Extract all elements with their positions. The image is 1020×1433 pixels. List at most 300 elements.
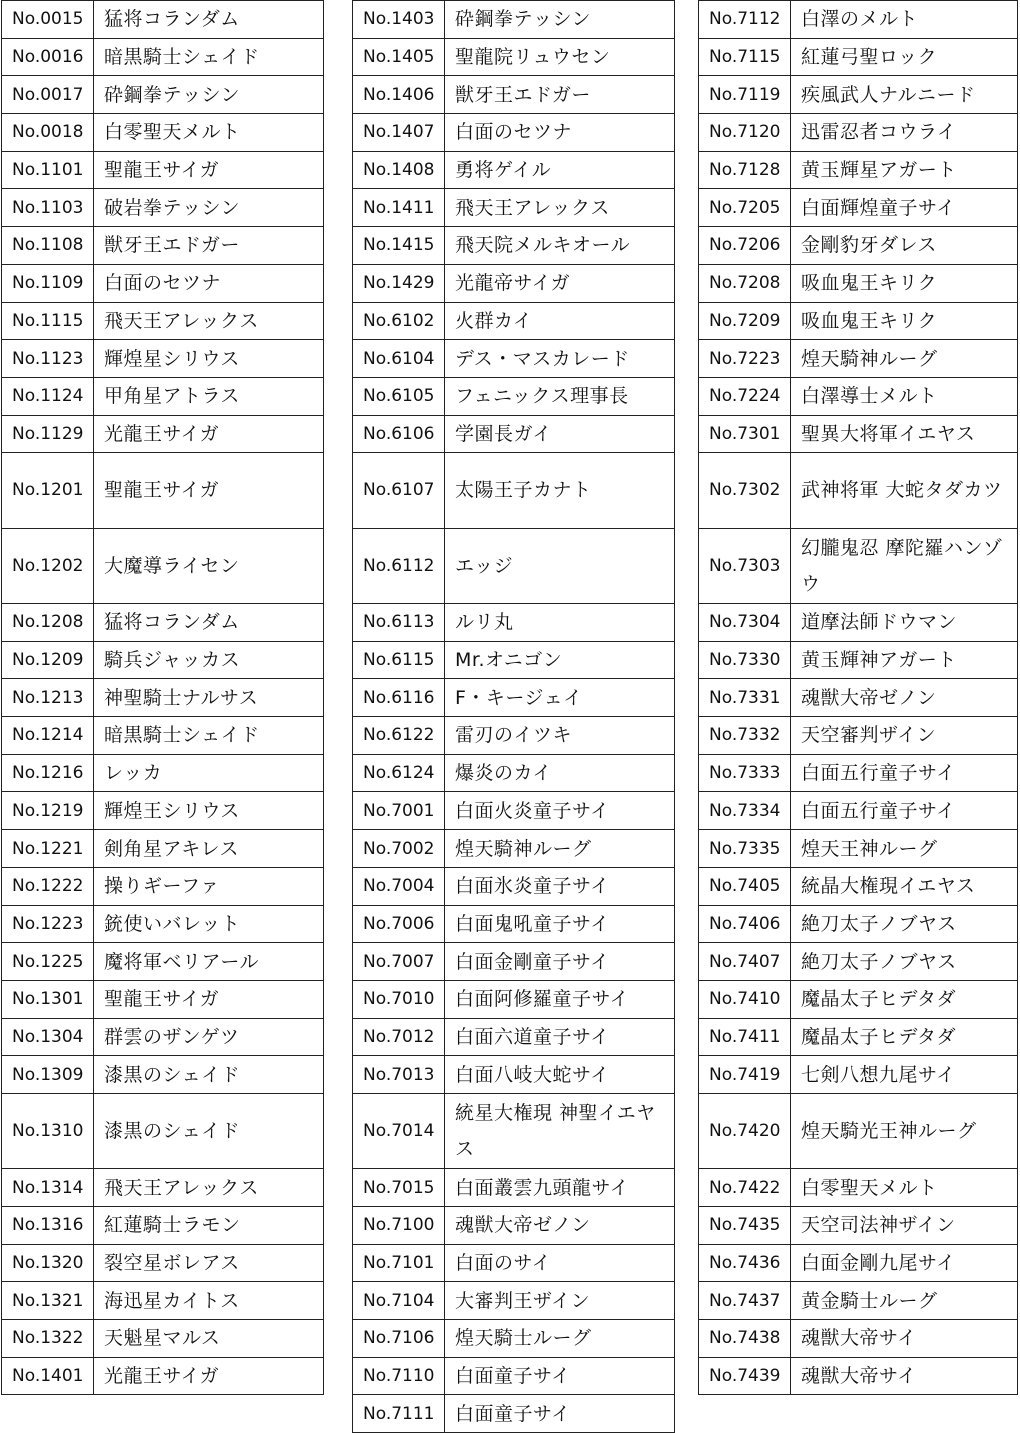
card-number: No.0017 [2, 76, 94, 114]
card-row [2, 905, 324, 943]
card-number: No.7420 [699, 1093, 791, 1168]
card-number: No.1108 [2, 227, 94, 265]
card-name: 道摩法師ドウマン [791, 604, 1018, 642]
card-number: No.7438 [699, 1320, 791, 1358]
card-number: No.7110 [353, 1357, 445, 1395]
card-name: 大魔導ライセン [94, 528, 324, 603]
card-name: 白面金剛童子サイ [445, 943, 675, 981]
card-name: 煌天騎神ルーグ [791, 340, 1018, 378]
card-list-column-1 [1, 0, 324, 1395]
card-row [2, 1357, 324, 1395]
card-name: 白零聖天メルト [94, 114, 324, 152]
card-row [699, 830, 1018, 868]
card-row [353, 1093, 675, 1168]
card-row [699, 905, 1018, 943]
card-name: 爆炎のカイ [445, 754, 675, 792]
card-row [699, 717, 1018, 755]
card-number: No.1225 [2, 943, 94, 981]
card-name: 白面叢雲九頭龍サイ [445, 1169, 675, 1207]
card-number: No.1223 [2, 905, 94, 943]
card-row [353, 76, 675, 114]
card-row [353, 717, 675, 755]
card-number: No.6105 [353, 377, 445, 415]
card-name: 紅蓮騎士ラモン [94, 1207, 324, 1245]
card-row [2, 415, 324, 453]
card-number: No.7013 [353, 1056, 445, 1094]
card-row [2, 604, 324, 642]
card-row [699, 1320, 1018, 1358]
card-name: 獣牙王エドガー [94, 227, 324, 265]
card-number: No.7411 [699, 1018, 791, 1056]
card-number: No.7419 [699, 1056, 791, 1094]
card-row [2, 227, 324, 265]
card-name: 漆黒のシェイド [94, 1093, 324, 1168]
card-name: 紅蓮弓聖ロック [791, 38, 1018, 76]
card-row [699, 1169, 1018, 1207]
card-name: 白面童子サイ [445, 1357, 675, 1395]
card-row [2, 1282, 324, 1320]
card-number: No.6102 [353, 302, 445, 340]
card-name: 白澤のメルト [791, 1, 1018, 39]
card-number: No.7439 [699, 1357, 791, 1395]
card-name: 天空司法神ザイン [791, 1207, 1018, 1245]
card-number: No.7015 [353, 1169, 445, 1207]
card-name: 砕鋼拳テッシン [94, 76, 324, 114]
card-number: No.0018 [2, 114, 94, 152]
card-number: No.7436 [699, 1244, 791, 1282]
card-row [699, 377, 1018, 415]
card-row [353, 905, 675, 943]
card-row [353, 679, 675, 717]
card-name: 甲角星アトラス [94, 377, 324, 415]
card-name: 飛天王アレックス [94, 1169, 324, 1207]
card-row [2, 1, 324, 39]
card-row [353, 38, 675, 76]
card-row [699, 1018, 1018, 1056]
card-name: 聖龍王サイガ [94, 980, 324, 1018]
card-row [353, 415, 675, 453]
card-row [699, 189, 1018, 227]
card-number: No.1222 [2, 867, 94, 905]
card-name: 白面童子サイ [445, 1395, 675, 1433]
card-number: No.7332 [699, 717, 791, 755]
card-row [699, 453, 1018, 528]
card-row [353, 867, 675, 905]
card-name: 迅雷忍者コウライ [791, 114, 1018, 152]
card-number: No.7406 [699, 905, 791, 943]
card-number: No.1214 [2, 717, 94, 755]
card-number: No.7209 [699, 302, 791, 340]
card-name: 大審判王ザイン [445, 1282, 675, 1320]
card-row [2, 1207, 324, 1245]
card-number: No.7405 [699, 867, 791, 905]
card-number: No.0015 [2, 1, 94, 39]
card-name: 光龍帝サイガ [445, 264, 675, 302]
card-number: No.0016 [2, 38, 94, 76]
card-row [699, 264, 1018, 302]
card-name: 魂獣大帝ゼノン [791, 679, 1018, 717]
card-number: No.7304 [699, 604, 791, 642]
card-name: 魂獣大帝サイ [791, 1357, 1018, 1395]
card-name: 武神将軍 大蛇タダカツ [791, 453, 1018, 528]
card-row [2, 302, 324, 340]
card-number: No.7223 [699, 340, 791, 378]
card-name: 輝煌王シリウス [94, 792, 324, 830]
card-number: No.7104 [353, 1282, 445, 1320]
card-name: エッジ [445, 528, 675, 603]
card-number: No.7119 [699, 76, 791, 114]
card-row [353, 604, 675, 642]
card-row [2, 943, 324, 981]
card-row [699, 528, 1018, 603]
card-number: No.1216 [2, 754, 94, 792]
card-number: No.6107 [353, 453, 445, 528]
card-name: 猛将コランダム [94, 604, 324, 642]
card-name: 暗黒騎士シェイド [94, 717, 324, 755]
card-number: No.7303 [699, 528, 791, 603]
card-number: No.7014 [353, 1093, 445, 1168]
card-number: No.6113 [353, 604, 445, 642]
card-number: No.6112 [353, 528, 445, 603]
card-name: 魔晶太子ヒデタダ [791, 980, 1018, 1018]
card-number: No.1213 [2, 679, 94, 717]
card-name: 煌天王神ルーグ [791, 830, 1018, 868]
card-number: No.1429 [353, 264, 445, 302]
card-name: 飛天院メルキオール [445, 227, 675, 265]
card-name: 暗黒騎士シェイド [94, 38, 324, 76]
card-name: 幻朧鬼忍 摩陀羅ハンゾウ [791, 528, 1018, 603]
card-number: No.1202 [2, 528, 94, 603]
card-name: 雷刃のイツキ [445, 717, 675, 755]
card-name: 騎兵ジャッカス [94, 641, 324, 679]
card-name: 白面氷炎童子サイ [445, 867, 675, 905]
card-row [353, 1056, 675, 1094]
card-name: 白面金剛九尾サイ [791, 1244, 1018, 1282]
card-list-column-2 [352, 0, 675, 1433]
card-name: 漆黒のシェイド [94, 1056, 324, 1094]
card-number: No.6106 [353, 415, 445, 453]
card-name: 金剛豹牙ダレス [791, 227, 1018, 265]
card-name: 聖異大将軍イエヤス [791, 415, 1018, 453]
card-number: No.1219 [2, 792, 94, 830]
card-row [353, 340, 675, 378]
card-number: No.1109 [2, 264, 94, 302]
card-row [353, 114, 675, 152]
card-number: No.6122 [353, 717, 445, 755]
card-name: 統晶大権現イエヤス [791, 867, 1018, 905]
card-row [2, 792, 324, 830]
card-row [353, 302, 675, 340]
card-row [2, 151, 324, 189]
card-row [353, 189, 675, 227]
card-number: No.1406 [353, 76, 445, 114]
card-row [2, 1018, 324, 1056]
card-number: No.7012 [353, 1018, 445, 1056]
card-number: No.7407 [699, 943, 791, 981]
card-row [699, 1207, 1018, 1245]
card-row [2, 717, 324, 755]
card-row [699, 1357, 1018, 1395]
card-row [699, 302, 1018, 340]
card-row [2, 453, 324, 528]
card-name: 白面のセツナ [445, 114, 675, 152]
card-name: 白零聖天メルト [791, 1169, 1018, 1207]
card-number: No.7410 [699, 980, 791, 1018]
card-row [2, 340, 324, 378]
card-name: 白面火炎童子サイ [445, 792, 675, 830]
card-number: No.1123 [2, 340, 94, 378]
card-number: No.7437 [699, 1282, 791, 1320]
card-name: 白面八岐大蛇サイ [445, 1056, 675, 1094]
card-row [2, 679, 324, 717]
card-name: 煌天騎光王神ルーグ [791, 1093, 1018, 1168]
card-number: No.1309 [2, 1056, 94, 1094]
card-row [699, 1, 1018, 39]
card-number: No.1401 [2, 1357, 94, 1395]
card-number: No.7302 [699, 453, 791, 528]
card-name: 吸血鬼王キリク [791, 302, 1018, 340]
card-row [2, 38, 324, 76]
card-name: 聖龍院リュウセン [445, 38, 675, 76]
card-number: No.7206 [699, 227, 791, 265]
card-row [2, 1056, 324, 1094]
card-row [2, 1093, 324, 1168]
card-row [353, 528, 675, 603]
card-name: 破岩拳テッシン [94, 189, 324, 227]
card-number: No.1314 [2, 1169, 94, 1207]
card-row [353, 377, 675, 415]
card-row [353, 1320, 675, 1358]
card-name: 学園長ガイ [445, 415, 675, 453]
card-name: 剣角星アキレス [94, 830, 324, 868]
card-name: 天空審判ザイン [791, 717, 1018, 755]
card-row [699, 38, 1018, 76]
card-number: No.7006 [353, 905, 445, 943]
card-name: 聖龍王サイガ [94, 453, 324, 528]
card-number: No.7007 [353, 943, 445, 981]
card-number: No.7422 [699, 1169, 791, 1207]
card-row [353, 830, 675, 868]
card-row [353, 1207, 675, 1245]
card-row [699, 867, 1018, 905]
card-number: No.1320 [2, 1244, 94, 1282]
card-row [353, 1169, 675, 1207]
card-name: 飛天王アレックス [445, 189, 675, 227]
card-name: 白面五行童子サイ [791, 754, 1018, 792]
card-number: No.6115 [353, 641, 445, 679]
card-number: No.7002 [353, 830, 445, 868]
card-name: 煌天騎神ルーグ [445, 830, 675, 868]
card-name: ルリ丸 [445, 604, 675, 642]
card-row [353, 792, 675, 830]
card-number: No.1301 [2, 980, 94, 1018]
card-number: No.7330 [699, 641, 791, 679]
card-name: 光龍王サイガ [94, 415, 324, 453]
card-name: 白面鬼吼童子サイ [445, 905, 675, 943]
card-number: No.7112 [699, 1, 791, 39]
card-name: 黄玉輝星アガート [791, 151, 1018, 189]
card-row [353, 1244, 675, 1282]
card-name: 白面のサイ [445, 1244, 675, 1282]
card-number: No.1411 [353, 189, 445, 227]
card-list-column-3 [698, 0, 1018, 1395]
card-row [699, 227, 1018, 265]
card-number: No.7115 [699, 38, 791, 76]
card-row [2, 830, 324, 868]
card-number: No.7111 [353, 1395, 445, 1433]
card-name: 魂獣大帝サイ [791, 1320, 1018, 1358]
card-row [699, 76, 1018, 114]
card-name: 魂獣大帝ゼノン [445, 1207, 675, 1245]
card-number: No.7301 [699, 415, 791, 453]
card-row [353, 227, 675, 265]
card-row [699, 1282, 1018, 1320]
card-number: No.1101 [2, 151, 94, 189]
card-name: 白面輝煌童子サイ [791, 189, 1018, 227]
card-name: フェニックス理事長 [445, 377, 675, 415]
card-name: 砕鋼拳テッシン [445, 1, 675, 39]
card-number: No.1124 [2, 377, 94, 415]
card-row [699, 114, 1018, 152]
card-row [353, 1018, 675, 1056]
card-number: No.1208 [2, 604, 94, 642]
card-number: No.1209 [2, 641, 94, 679]
card-name: 裂空星ボレアス [94, 1244, 324, 1282]
card-row [2, 528, 324, 603]
card-number: No.6116 [353, 679, 445, 717]
card-number: No.1103 [2, 189, 94, 227]
card-number: No.1405 [353, 38, 445, 76]
card-number: No.1322 [2, 1320, 94, 1358]
card-row [353, 453, 675, 528]
card-name: 白面六道童子サイ [445, 1018, 675, 1056]
card-number: No.7001 [353, 792, 445, 830]
card-name: 光龍王サイガ [94, 1357, 324, 1395]
card-row [353, 1395, 675, 1433]
card-row [353, 980, 675, 1018]
card-name: 疾風武人ナルニード [791, 76, 1018, 114]
card-row [699, 641, 1018, 679]
card-name: 太陽王子カナト [445, 453, 675, 528]
card-name: F・キージェイ [445, 679, 675, 717]
card-name: 魔将軍ベリアール [94, 943, 324, 981]
card-name: 白面のセツナ [94, 264, 324, 302]
card-number: No.6124 [353, 754, 445, 792]
card-row [2, 1320, 324, 1358]
card-name: 操りギーファ [94, 867, 324, 905]
card-name: 黄玉輝神アガート [791, 641, 1018, 679]
card-number: No.7101 [353, 1244, 445, 1282]
card-number: No.7120 [699, 114, 791, 152]
card-name: 魔晶太子ヒデタダ [791, 1018, 1018, 1056]
card-number: No.1310 [2, 1093, 94, 1168]
card-number: No.7208 [699, 264, 791, 302]
card-name: 猛将コランダム [94, 1, 324, 39]
card-row [699, 415, 1018, 453]
card-number: No.1316 [2, 1207, 94, 1245]
card-row [699, 754, 1018, 792]
card-name: 輝煌星シリウス [94, 340, 324, 378]
card-name: 群雲のザンゲツ [94, 1018, 324, 1056]
card-number: No.1321 [2, 1282, 94, 1320]
card-number: No.1115 [2, 302, 94, 340]
card-row [699, 340, 1018, 378]
card-number: No.7435 [699, 1207, 791, 1245]
card-row [2, 114, 324, 152]
card-row [699, 1056, 1018, 1094]
card-row [2, 189, 324, 227]
card-number: No.1304 [2, 1018, 94, 1056]
card-name: 統星大権現 神聖イエヤス [445, 1093, 675, 1168]
card-number: No.7010 [353, 980, 445, 1018]
card-number: No.7333 [699, 754, 791, 792]
card-name: 白澤導士メルト [791, 377, 1018, 415]
card-row [2, 980, 324, 1018]
card-name: 神聖騎士ナルサス [94, 679, 324, 717]
card-number: No.7335 [699, 830, 791, 868]
card-row [699, 1093, 1018, 1168]
card-number: No.7205 [699, 189, 791, 227]
card-row [2, 867, 324, 905]
card-name: 白面阿修羅童子サイ [445, 980, 675, 1018]
card-name: 聖龍王サイガ [94, 151, 324, 189]
card-number: No.7100 [353, 1207, 445, 1245]
card-number: No.7334 [699, 792, 791, 830]
card-row [699, 980, 1018, 1018]
card-name: 飛天王アレックス [94, 302, 324, 340]
card-name: 火群カイ [445, 302, 675, 340]
card-name: 黄金騎士ルーグ [791, 1282, 1018, 1320]
card-row [353, 151, 675, 189]
card-row [353, 1, 675, 39]
card-row [2, 76, 324, 114]
card-number: No.7331 [699, 679, 791, 717]
card-name: 七剣八想九尾サイ [791, 1056, 1018, 1094]
card-name: 天魁星マルス [94, 1320, 324, 1358]
card-name: 煌天騎士ルーグ [445, 1320, 675, 1358]
card-name: 海迅星カイトス [94, 1282, 324, 1320]
card-row [699, 604, 1018, 642]
card-number: No.7106 [353, 1320, 445, 1358]
card-row [353, 1282, 675, 1320]
card-number: No.1408 [353, 151, 445, 189]
card-row [699, 792, 1018, 830]
card-name: 銃使いバレット [94, 905, 324, 943]
card-name: デス・マスカレード [445, 340, 675, 378]
card-row [353, 754, 675, 792]
card-number: No.6104 [353, 340, 445, 378]
card-number: No.1403 [353, 1, 445, 39]
card-row [699, 679, 1018, 717]
card-name: 吸血鬼王キリク [791, 264, 1018, 302]
card-row [2, 264, 324, 302]
card-row [2, 1169, 324, 1207]
card-row [2, 377, 324, 415]
card-number: No.7224 [699, 377, 791, 415]
card-number: No.1221 [2, 830, 94, 868]
card-number: No.7128 [699, 151, 791, 189]
card-row [353, 1357, 675, 1395]
card-number: No.1407 [353, 114, 445, 152]
card-number: No.1415 [353, 227, 445, 265]
card-row [2, 1244, 324, 1282]
card-name: 白面五行童子サイ [791, 792, 1018, 830]
card-row [353, 264, 675, 302]
card-row [2, 754, 324, 792]
card-name: 勇将ゲイル [445, 151, 675, 189]
card-row [699, 1244, 1018, 1282]
card-name: 絶刀太子ノブヤス [791, 943, 1018, 981]
